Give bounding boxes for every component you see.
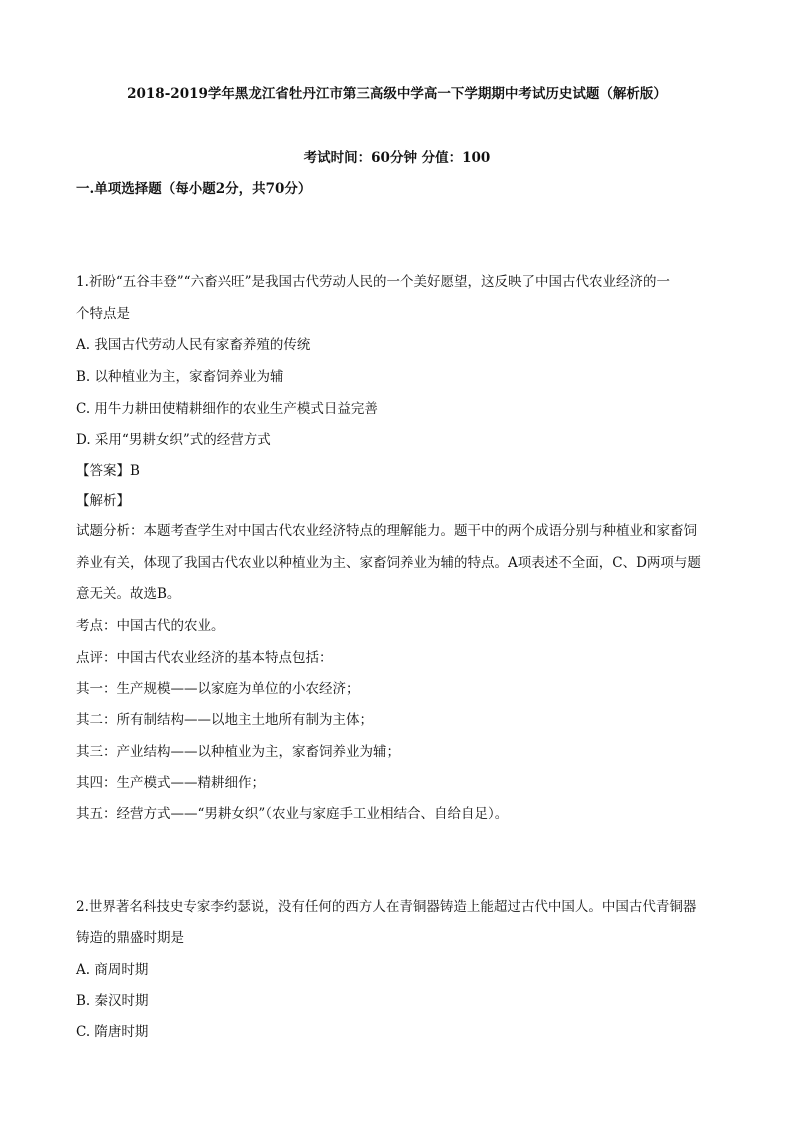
q1-point1: 其一：生产规模——以家庭为单位的小农经济； [76,681,360,697]
document-title: 2018-2019学年黑龙江省牡丹江市第三高级中学高一下学期期中考试历史试题（解析版） [127,86,667,102]
q1-stem-line1: 1.祈盼“五谷丰登”“六畜兴旺”是我国古代劳动人民的一个美好愿望，这反映了中国古代农业经济的一 [76,274,670,290]
q1-kaodian: 考点：中国古代的农业。 [76,618,225,634]
q1-point2: 其二：所有制结构——以地主土地所有制为主体； [76,712,373,728]
q1-option-b: B. 以种植业为主，家畜饲养业为辅 [76,369,284,385]
q1-point5: 其五：经营方式——“男耕女织”（农业与家庭手工业相结合、自给自足）。 [76,806,509,822]
q2-stem-line2: 铸造的鼎盛时期是 [76,930,184,946]
q1-stem-line2: 个特点是 [76,306,130,322]
q1-answer: 【答案】B [76,463,140,479]
q1-analysis-heading: 【解析】 [76,493,130,509]
q2-stem-line1: 2.世界著名科技史专家李约瑟说，没有任何的西方人在青铜器铸造上能超过古代中国人。中国古代青铜器 [76,899,697,915]
section-heading: 一.单项选择题（每小题2分，共70分） [76,181,312,197]
q1-analysis-line1: 试题分析：本题考查学生对中国古代农业经济特点的理解能力。题干中的两个成语分别与种植业和家畜饲 [76,523,697,539]
q1-option-d: D. 采用“男耕女织”式的经营方式 [76,432,271,448]
exam-info: 考试时间：60分钟 分值：100 [303,150,491,166]
q1-analysis-line2: 养业有关，体现了我国古代农业以种植业为主、家畜饲养业为辅的特点。A项表述不全面，C、D两项与题 [76,555,701,571]
q2-option-b: B. 秦汉时期 [76,993,149,1009]
q1-point4: 其四：生产模式——精耕细作； [76,775,265,791]
q2-option-a: A. 商周时期 [76,962,149,978]
q1-option-a: A. 我国古代劳动人民有家畜养殖的传统 [76,337,311,353]
q1-point3: 其三：产业结构——以种植业为主，家畜饲养业为辅； [76,744,400,760]
q1-option-c: C. 用牛力耕田使精耕细作的农业生产模式日益完善 [76,401,378,417]
q1-analysis-line3: 意无关。故选B。 [76,586,181,602]
q2-option-c: C. 隋唐时期 [76,1024,149,1040]
q1-dianping: 点评：中国古代农业经济的基本特点包括： [76,650,333,666]
